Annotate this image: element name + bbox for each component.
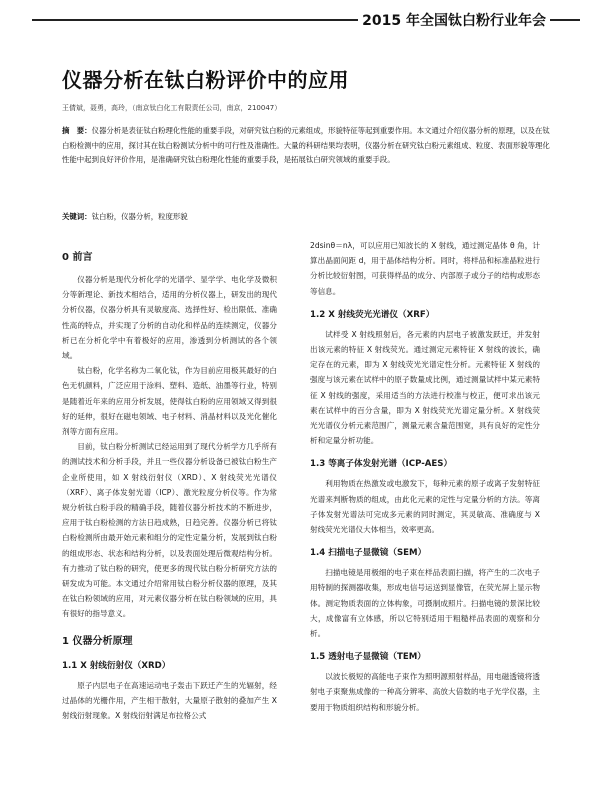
keywords-text: 钛白粉，仪器分析，粒度形貌 — [91, 212, 188, 221]
keywords — [62, 211, 188, 222]
paragraph: 以波长极短的高能电子束作为照明源照射样品，用电磁透镜将透射电子束聚焦成像的一种高分辨率、高放大倍数的电子光学仪器，主要用于物质组织结构和形貌分析。 — [310, 672, 540, 712]
abstract — [62, 124, 550, 168]
keywords-label: 关键词： — [62, 212, 92, 221]
section-heading-intro: 0 前言 — [62, 252, 93, 263]
subsection-heading-tem: 1.5 透射电子显微镜（TEM） — [310, 652, 426, 663]
paragraph: 利用物质在热激发或电激发下，每种元素的原子或离子发射特征光谱来判断物质的组成，由此化元素的定性与定量分析的方法。等离子体发射光谱法可完成多元素的同时测定，其灵敏高、准确度与 X 射线荧光光谱仪大体相当，效率更高。 — [310, 479, 540, 535]
abstract-text: 仪器分析是表征钛白粉理化性能的重要手段，对研究钛白粉的元素组成，形貌特征等起到重要作用。本文通过介绍仪器分析的原理，以及在钛白粉检测中的应用，探讨其在钛白粉测试分析中的可行性及准确性。大量的科研结果均表明，仪器分析在研究钛白粉元素组成、粒度、表面形貌等理化性能中起到良好评价作用，是准确研究钛白粉理化性能的重要手段，是拓展钛白研究领域的重要手段。 — [62, 126, 550, 164]
abstract-label: 摘 要： — [62, 126, 92, 135]
paragraph: 目前，钛白粉分析测试已经运用到了现代分析学方几乎所有的测试技术和分析手段，并且一些仪器分析设备已被钛白粉生产企业所使用，如 X 射线衍射仪（XRD）、X 射线荧光光谱仪（XRF）、离子体发射光谱（ICP）、激光粒度分析仪等。作为常规分析钛白粉手段的精确手段，随着仪器分析技术的不断进步，应用于钛白粉检测的方法日趋成熟，日趋完善。仪器分析已将钛白粉检测所由最开始元素和组分的定性定量分析，发展到钛白粉的组成形态、状态和结构分析，以及表面处理后微观结构分析。有力推动了钛白粉的研究，使更多的现代钛白粉分析研究方法的研发成为可能。本文通过介绍常用钛白粉分析仪器的原理，及其在钛白粉领域的应用，对元素仪器分析在钛白粉领域的应用，具有很好的指导意义。 — [62, 442, 277, 619]
paper-title: 仪器分析在钛白粉评价中的应用 — [62, 68, 349, 92]
paragraph: 试样受 X 射线照射后，各元素的内层电子被激发跃迁，并发射出该元素的特征 X 射线荧光。通过测定元素特征 X 射线的波长，确定存在的元素，即为 X 射线荧光光谱定性分析。元素特征 X 射线的强度与该元素在试样中的原子数量成比例，通过测量试样中某元素特征 X 射线的强度，采用适当的方法进行校准与校正，便可求出该元素在试样中的百分含量，即为 X 射线荧光光谱定量分析。X 射线荧光光谱仪分析元素范围广，测量元素含量范围宽，具有良好的定性分析和定量分析功能。 — [310, 329, 540, 446]
subsection-heading-xrf: 1.2 X 射线荧光光谱仪（XRF） — [310, 309, 435, 320]
paragraph: 扫描电镜是用极细的电子束在样品表面扫描，将产生的二次电子用特制的探测器收集，形成电信号运送到显像管，在荧光屏上显示物体。测定物质表面的立体构象，可摄制成照片。扫描电镜的景深比较大，成像富有立体感，所以它特别适用于粗糙样品表面的观察和分析。 — [310, 568, 540, 639]
paragraph: 钛白粉，化学名称为二氧化钛，作为目前应用极其最好的白色无机颜料，广泛应用于涂料、塑料、造纸、油墨等行业，特别是随着近年来的应用分析发展，使得钛白粉的应用领域又得到很好的延伸，很好在磁电领域、电子材料、消晶材料以及光化催化剂等方面有应用。 — [62, 366, 277, 437]
header-title: 2015 年全国钛白粉行业年会 — [362, 13, 546, 29]
header-rule-right — [550, 19, 580, 21]
right-column — [310, 238, 540, 715]
left-column — [62, 238, 277, 723]
subsection-heading-xrd: 1.1 X 射线衍射仪（XRD） — [62, 660, 171, 671]
header-rule-left — [32, 19, 358, 21]
author-line: 王倩斌，聂勇，高玲，（南京钛白化工有限责任公司，南京，210047） — [62, 104, 282, 112]
subsection-heading-icp: 1.3 等离子体发射光谱（ICP-AES） — [310, 459, 453, 470]
subsection-heading-sem: 1.4 扫描电子显微镜（SEM） — [310, 548, 427, 559]
paragraph: 2dsinθ＝nλ，可以应用已知波长的 X 射线，通过测定晶体 θ 角，计算出晶面间距 d，用于晶体结构分析。同时，将样品和标准晶粒进行分析比较衍射图，可获得样品的成分、内部原子或分子的结构或形态等信息。 — [310, 241, 540, 296]
paragraph: 仪器分析是现代分析化学的光谱学、显学学、电化学及微积分等新理论、新技术相结合，适用的分析仪器上，研发出的现代分析仪器，仪器分析具有灵敏度高、选择性好、检出限低、准确性高的特点，并实现了分析的自动化和样品的连续测定，仪器分析已在分析化学中有着极好的应用，渗透到分析测试的各个领域。 — [62, 275, 277, 361]
running-header — [32, 9, 580, 31]
section-heading-principles: 1 仪器分析原理 — [62, 635, 133, 647]
paragraph: 原子内层电子在高速运动电子轰击下跃迁产生的光辐射，经过晶体的光栅作用，产生相干散射，大量原子散射的叠加产生 X 射线衍射现象。X 射线衍射满足布拉格公式 — [62, 680, 277, 721]
